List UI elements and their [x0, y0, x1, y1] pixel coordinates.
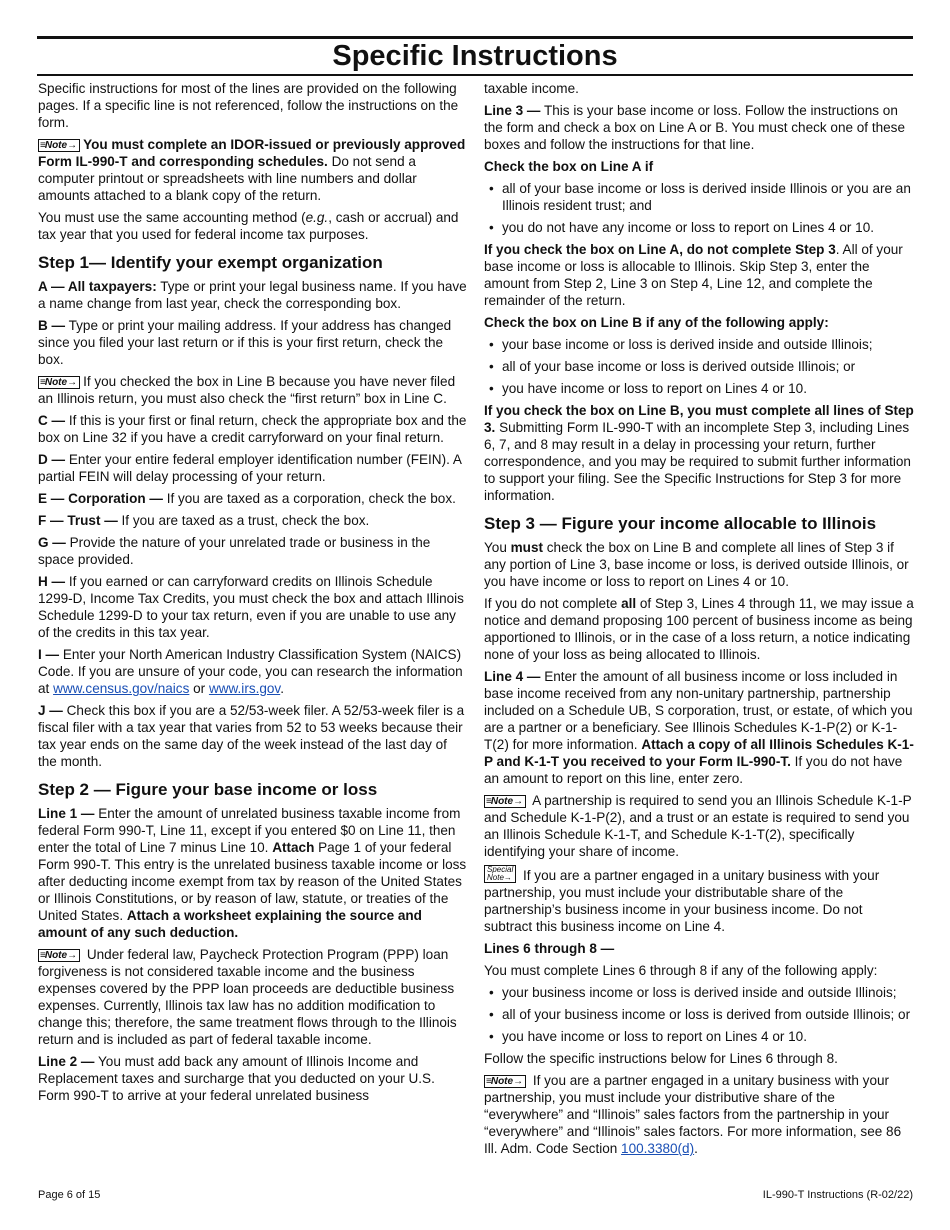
intro-paragraph: Specific instructions for most of the lines are provided on the following pages. If a specific line is not referenced, follow the instructions on the form. [38, 81, 459, 130]
left-column [38, 80, 468, 1109]
if-a-paragraph: If you check the box on Line A, do not complete Step 3. All of your base income or loss is allocable to Illinois. Skip Step 3, enter the amount from Step 2, Line 3 on Step 4, Line 12, and complete the remainder of the return. [484, 242, 903, 308]
item-h: H — If you earned or can carryforward credits on Illinois Schedule 1299-D, Income Tax Credits, you must check the box and attach Illinois Schedule 1299-D to your tax return, even if you are unable to use any of the credits in this tax year. [38, 574, 464, 640]
list-item: • your base income or loss is derived inside and outside Illinois; [484, 336, 914, 353]
list-item: • all of your base income or loss is derived outside Illinois; or [484, 358, 914, 375]
follow-paragraph: Follow the specific instructions below for Lines 6 through 8. [484, 1051, 838, 1066]
check-b-heading: Check the box on Line B if any of the following apply: [484, 315, 829, 330]
title-rule [37, 74, 913, 76]
form-id: IL-990-T Instructions (R-02/22) [762, 1189, 913, 1201]
list-item: • all of your base income or loss is derived inside Illinois or you are an Illinois resident trust; and [484, 180, 914, 214]
list-item: • you have income or loss to report on Lines 4 or 10. [484, 1028, 914, 1045]
irs-link[interactable]: www.irs.gov [208, 681, 281, 696]
note-icon: ≡Note→ [484, 1075, 526, 1088]
step3-para1: You must check the box on Line B and complete all lines of Step 3 if any portion of Line 3, base income or loss, is derived outside Illinois, or you have income or loss to report on Lines 4 or 10. [484, 540, 909, 589]
item-f: F — Trust — If you are taxed as a trust, check the box. [38, 513, 370, 528]
note-icon: ≡Note→ [38, 949, 80, 962]
item-e: E — Corporation — If you are taxed as a corporation, check the box. [38, 491, 456, 506]
note-ppp: ≡Note→ Under federal law, Paycheck Protection Program (PPP) loan forgiveness is not considered taxable income and the business expenses covered by the PPP loan proceeds are deductible business expenses. Currently, Illinois tax law has no addition modification to change this; therefore, the same treatment flows through to the Illinois return and is included as part of federal taxable income. [38, 947, 457, 1047]
check-b-list [484, 336, 914, 397]
step3-heading: Step 3 — Figure your income allocable to Illinois [484, 514, 877, 533]
list-item: • all of your business income or loss is derived from outside Illinois; or [484, 1006, 914, 1023]
note-partnership: ≡Note→ A partnership is required to send you an Illinois Schedule K-1-P and Schedule K-1-P(2), and a trust or an estate is required to send you an Illinois Schedule K-1-T, and Schedule K-1-T(2), specifically identifying your share of income. [484, 793, 912, 859]
page-number: Page 6 of 15 [38, 1189, 101, 1201]
special-note: Special Note→ If you are a partner engaged in a unitary business with your partnership, you must include your distributable share of the partnership’s business income in your business income. Do not subtract this business income on Line 4. [484, 865, 880, 934]
item-g: G — Provide the nature of your unrelated trade or business in the space provided. [38, 535, 431, 567]
note-icon: ≡Note→ [38, 139, 80, 152]
note-line-b: ≡Note→ If you checked the box in Line B because you have never filed an Illinois return, you must also check the “first return” box in Line C. [38, 374, 456, 406]
note-idor: ≡Note→ You must complete an IDOR-issued or previously approved Form IL-990-T and corresponding schedules. Do not send a computer printout or spreadsheets with line numbers and dollar amounts attached to a blank copy of the return. [38, 137, 466, 203]
list-item: • you have income or loss to report on Lines 4 or 10. [484, 380, 914, 397]
line3-paragraph: Line 3 — This is your base income or loss. Follow the instructions on the form and check a box on Line A or B. You must check one of these boxes and follow the instructions for that line. [484, 103, 905, 152]
list-item: • your business income or loss is derived inside and outside Illinois; [484, 984, 914, 1001]
census-naics-link[interactable]: www.census.gov/naics [53, 681, 190, 696]
line2-paragraph: Line 2 — You must add back any amount of Illinois Income and Replacement taxes and surcharge that you deducted on your U.S. Form 990-T to arrive at your federal unrelated business [38, 1054, 435, 1103]
line1-paragraph: Line 1 — Enter the amount of unrelated business taxable income from federal Form 990-T, Line 11, except if you entered $0 on Line 11, then enter the total of Line 7 minus Line 10. Attach Page 1 of your federal Form 990-T. This entry is the unrelated business taxable income or loss after deducting income exempt from tax by reason of the United States or Illinois Constitutions, or by reason of law, statute, or treaties of the United States. Attach a worksheet explaining the source and amount of any such deduction. [38, 806, 467, 940]
item-i: I — Enter your North American Industry Classification System (NAICS) Code. If you are unsure of your code, you can research the information at www.census.gov/naics or www.irs.gov. [38, 647, 463, 696]
accounting-paragraph: You must use the same accounting method (e.g., cash or accrual) and tax year that you used for federal income tax purposes. [38, 210, 459, 242]
right-column [484, 80, 914, 1162]
lines-6-8-intro: You must complete Lines 6 through 8 if any of the following apply: [484, 963, 878, 978]
step1-heading: Step 1— Identify your exempt organization [38, 253, 383, 272]
lines-6-8-list [484, 984, 914, 1045]
item-a: A — All taxpayers: Type or print your legal business name. If you have a name change from last year, check the corresponding box. [38, 279, 467, 311]
if-b-paragraph: If you check the box on Line B, you must complete all lines of Step 3. Submitting Form IL-990-T with an incomplete Step 3, including Lines 6, 7, and 8 may result in a delay in processing your return, further correspondence, and you may be required to submit further information to support your filing. See the Specific Instructions for Step 3 for more information. [484, 403, 914, 503]
item-j: J — Check this box if you are a 52/53-week filer. A 52/53-week filer is a fiscal filer with a tax year that varies from 52 to 53 weeks because their tax year ends on the same day of the week instead of the last day of the month. [38, 703, 465, 769]
step2-heading: Step 2 — Figure your base income or loss [38, 780, 378, 799]
note-icon: ≡Note→ [38, 376, 80, 389]
continued-text: taxable income. [484, 81, 579, 96]
note-icon: ≡Note→ [484, 795, 526, 808]
note-final: ≡Note→ If you are a partner engaged in a unitary business with your partnership, you must include your distributive share of the “everywhere” and “Illinois” sales factors from the partnership in your “everywhere” and “Illinois” sales factors. For more information, see 86 Ill. Adm. Code Section 100.3380(d). [484, 1073, 902, 1156]
item-b: B — Type or print your mailing address. If your address has changed since you filed your last return or if this is your first return, check the box. [38, 318, 452, 367]
step3-para2: If you do not complete all of Step 3, Lines 4 through 11, we may issue a notice and demand proposing 100 percent of business income as being apportioned to Illinois, or in the case of a loss return, a notice indicating none of your loss as being allocated to Illinois. [484, 596, 914, 662]
check-a-heading: Check the box on Line A if [484, 159, 654, 174]
lines-6-8-heading: Lines 6 through 8 — [484, 941, 615, 956]
line4-paragraph: Line 4 — Enter the amount of all business income or loss included in base income received from any non-unitary partnership, partnership included on a Schedule UB, S corporation, trust, or estate, of which you are a partner or a beneficiary. See Illinois Schedules K-1-P(2) or K-1-T(2) for more information. Attach a copy of all Illinois Schedules K-1-P and K-1-T you received to your Form IL-990-T. If you do not have an amount to report on this line, enter zero. [484, 669, 914, 786]
adm-code-link[interactable]: 100.3380(d) [621, 1141, 695, 1156]
special-note-icon: Special Note→ [484, 865, 516, 883]
item-d: D — Enter your entire federal employer identification number (FEIN). A partial FEIN will delay processing of your return. [38, 452, 462, 484]
check-a-list [484, 180, 914, 236]
page-title: Specific Instructions [332, 40, 618, 72]
item-c: C — If this is your first or final return, check the appropriate box and the box on Line 32 if you have a credit carryforward on your final return. [38, 413, 467, 445]
list-item: • you do not have any income or loss to report on Lines 4 or 10. [484, 219, 914, 236]
